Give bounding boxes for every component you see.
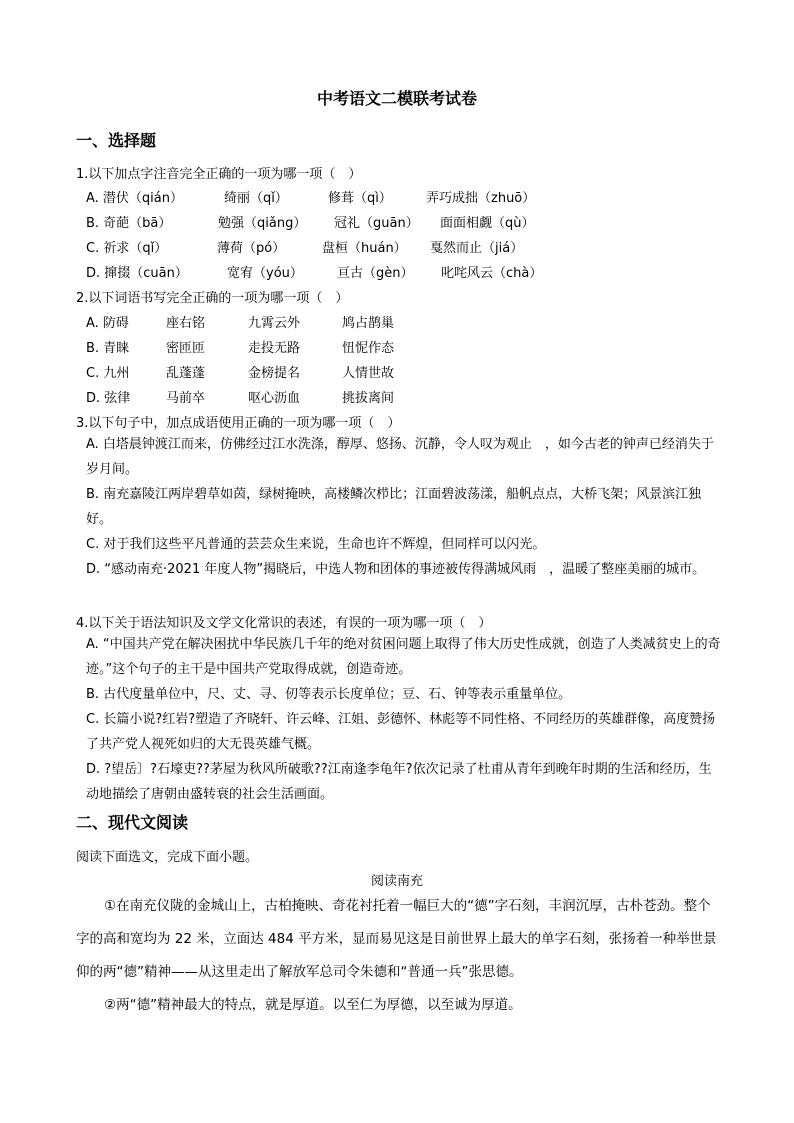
- option-cell: 叱咤风云（chà）: [441, 266, 543, 281]
- option-cell: 面面相觑（qù）: [440, 216, 535, 231]
- question-4-option-b: B. 古代度量单位中，尺、丈、寻、仞等表示长度单位；豆、石、钟等表示重量单位。: [86, 687, 572, 702]
- option-cell: 座右铭: [166, 316, 206, 331]
- question-4-stem: 4.以下关于语法知识及文学文化常识的表述，有误的一项为哪一项（ ）: [76, 616, 492, 631]
- option-cell: 九霄云外: [248, 316, 301, 331]
- option-cell: C. 祈求（qǐ）: [86, 241, 168, 256]
- question-4-option-d: D. ?望岳〕?石壕吏??茅屋为秋风所破歌??江南逢李龟年?依次记录了杜甫从青年到晚年时期的生活和经历，生动地描绘了唐朝由盛转衰的社会生活画面。: [86, 762, 712, 802]
- option-cell: A. 防碍: [86, 316, 129, 331]
- option-cell: D. 撺掇（cuān）: [86, 266, 188, 281]
- option-cell: B. 青睐: [86, 341, 130, 356]
- option-cell: 忸怩作态: [342, 341, 395, 356]
- section-heading-reading: 二、现代文阅读: [76, 813, 189, 832]
- option-cell: C. 九州: [86, 366, 130, 381]
- question-1-stem: 1.以下加点字注音完全正确的一项为哪一项（ ）: [76, 167, 362, 182]
- question-4-option-a: A. “中国共产党在解决困扰中华民族几千年的绝对贫困问题上取得了伟大历史性成就，创造了人类减贫史上的奇迹。”这个句子的主干是中国共产党取得成就，创造奇迹。: [86, 637, 721, 677]
- question-3-option-d: D. “感动南充·2021 年度人物”揭晓后，中选人物和团体的事迹被传得满城风雨 ，温暖了整座美丽的城市。: [86, 562, 706, 577]
- passage-title: 阅读南充: [370, 874, 423, 889]
- option-cell: 鸠占鹊巢: [342, 316, 395, 331]
- option-cell: 挑拔离间: [342, 391, 395, 406]
- question-2-stem: 2.以下词语书写完全正确的一项为哪一项（ ）: [76, 291, 349, 306]
- option-cell: 密匝匝: [166, 341, 206, 356]
- option-cell: D. 弦律: [86, 391, 131, 406]
- option-cell: 人情世故: [342, 366, 395, 381]
- option-cell: 绮丽（qǐ）: [224, 191, 288, 206]
- question-3-stem: 3.以下句子中，加点成语使用正确的一项为哪一项（ ）: [76, 416, 401, 431]
- option-cell: 修葺（qì）: [328, 191, 392, 206]
- option-cell: 薄荷（pó）: [217, 241, 286, 256]
- option-cell: 金榜提名: [248, 366, 301, 381]
- option-cell: 走投无路: [248, 341, 301, 356]
- question-3-option-b: B. 南充嘉陵江两岸碧草如茵，绿树掩映，高楼鳞次栉比；江面碧波荡漾，船帆点点，大桥飞架；风景滨江独好。: [86, 487, 702, 527]
- option-cell: A. 潜伏（qián）: [86, 191, 183, 206]
- reading-instruction: 阅读下面选文，完成下面小题。: [76, 850, 259, 865]
- question-3-option-c: C. 对于我们这些平凡普通的芸芸众生来说，生命也许不辉煌，但同样可以闪光。: [86, 537, 546, 552]
- option-cell: 盘桓（huán）: [322, 241, 407, 256]
- passage-paragraph-1: ①在南充仪陇的金城山上，古柏掩映、奇花衬托着一幅巨大的“德”字石刻，丰润沉厚，古朴苍劲。整个字的高和宽均为 22 米，立面达 484 平方米，显而易见这是目前世界上最大的单字石刻，张扬着一种举世景仰的两“德”精神——从这里走出了解放军总司令朱德和“普通一兵”张思德。: [76, 898, 717, 980]
- option-cell: 弄巧成拙（zhuō）: [426, 191, 536, 206]
- option-cell: 马前卒: [166, 391, 206, 406]
- question-3-option-a: A. 白塔晨钟渡江而来，仿佛经过江水洗涤，醇厚、悠扬、沉静，令人叹为观止 ，如今古老的钟声已经消失于岁月间。: [86, 437, 714, 477]
- option-cell: 亘古（gèn）: [337, 266, 414, 281]
- option-cell: 勉强（qiǎng）: [218, 216, 307, 231]
- option-cell: 冠礼（guān）: [334, 216, 419, 231]
- option-cell: B. 奇葩（bā）: [86, 216, 172, 231]
- option-cell: 呕心沥血: [248, 391, 301, 406]
- question-4-option-c: C. 长篇小说?红岩?塑造了齐晓轩、许云峰、江姐、彭德怀、林彪等不同性格、不同经历的英雄群像，高度赞扬了共产党人视死如归的大无畏英雄气概。: [86, 712, 716, 752]
- option-cell: 宽宥（yóu）: [227, 266, 303, 281]
- option-cell: 乱蓬蓬: [166, 366, 206, 381]
- option-cell: 戛然而止（jiá）: [430, 241, 524, 256]
- passage-paragraph-2: ②两“德”精神最大的特点，就是厚道。以至仁为厚德，以至诚为厚道。: [104, 997, 522, 1013]
- page-title: 中考语文二模联考试卷: [316, 89, 477, 108]
- section-heading-choice: 一、选择题: [76, 131, 157, 150]
